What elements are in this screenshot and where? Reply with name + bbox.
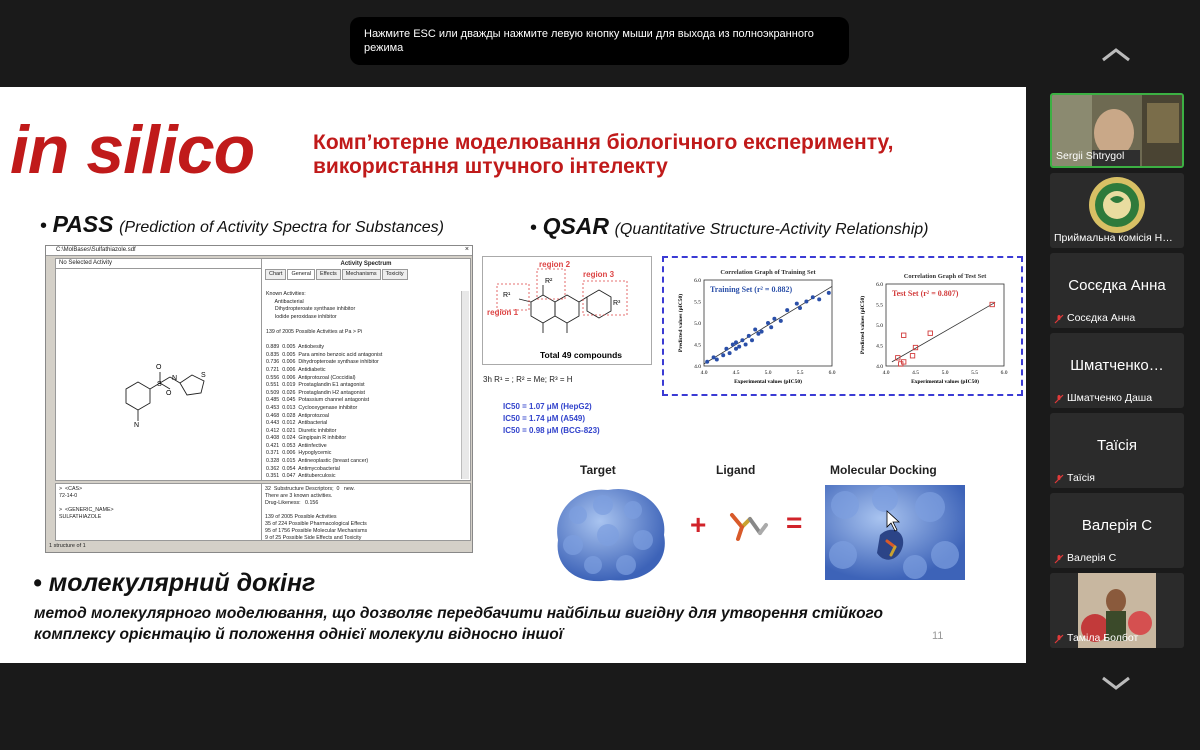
data-point	[795, 302, 799, 306]
y-axis-label: Predicted values (pIC50)	[860, 295, 866, 355]
chart-annotation: Training Set (r² = 0.882)	[710, 285, 793, 294]
compound-3h-formula: 3h R¹ = ; R² = Me; R³ = H	[483, 375, 573, 384]
ic50-a549: IC50 = 1.74 μM (A549)	[503, 414, 586, 423]
participant-tile-taisia[interactable]	[1050, 413, 1184, 488]
pass-program-window	[45, 245, 473, 553]
data-point	[728, 351, 732, 355]
ic50-values	[503, 401, 600, 437]
ic50-bcg823: IC50 = 0.98 μM (BCG-823)	[503, 426, 600, 435]
data-point	[798, 306, 802, 310]
regression-line	[892, 302, 995, 361]
svg-text:N: N	[134, 422, 140, 429]
x-tick-label: 5.0	[941, 370, 949, 376]
data-point	[740, 338, 744, 342]
data-point	[779, 319, 783, 323]
fullscreen-notice: Нажмите ESC или дважды нажмите левую кнопку мыши для выхода из полноэкранного режима	[350, 17, 849, 65]
data-point	[744, 343, 748, 347]
muted-mic-icon	[1054, 314, 1064, 324]
data-point	[785, 308, 789, 312]
data-point	[772, 317, 776, 321]
target-label: Target	[580, 463, 616, 477]
svg-text:S: S	[201, 372, 206, 379]
scaffold-drawing	[483, 257, 653, 366]
x-tick-label: 5.0	[764, 370, 772, 376]
chart-annotation: Test Set (r² = 0.807)	[892, 289, 959, 298]
participant-name: Валерія С	[1067, 552, 1117, 564]
qsar-scaffold-figure	[482, 256, 652, 365]
data-point	[750, 338, 754, 342]
x-tick-label: 4.0	[882, 370, 890, 376]
participant-name: Sergii Shtrygol	[1056, 150, 1125, 162]
participant-name: Сосєдка Анна	[1067, 312, 1136, 324]
docking-bullet: • молекулярний докінг	[33, 569, 316, 597]
data-point	[910, 354, 914, 358]
data-point	[811, 295, 815, 299]
x-tick-label: 6.0	[1000, 370, 1008, 376]
tab-mechanisms: Mechanisms	[342, 269, 381, 280]
muted-mic-icon	[1054, 634, 1064, 644]
prediction-summary: 32 Substructure Descriptors; 0 new. There are 3 known activities. Drug-Likeness: 0.156 139 of 2005 Possible Activities 35 of 224 Possible Pharmacological Effects 95 of 1756 Possible Molecular Mechanisms 9 of 25 Possible Side Effects and Toxicity	[261, 483, 471, 541]
participant-tile-sosedka[interactable]	[1050, 253, 1184, 328]
tab-toxicity: Toxicity	[382, 269, 408, 280]
qsar-charts-svg	[664, 258, 1021, 394]
y-tick-label: 5.5	[694, 299, 701, 306]
ligand-label: Ligand	[716, 463, 756, 477]
x-axis-label: Experimental values (pIC50)	[734, 379, 802, 385]
activity-spectrum-title: Activity Spectrum	[340, 261, 392, 267]
compound-info: > <CAS> 72-14-0 > <GENERIC_NAME> SULFATHIAZOLE	[55, 483, 263, 541]
participant-name: Таміла Болбот	[1067, 632, 1139, 644]
muted-mic-icon	[1054, 474, 1064, 484]
y-tick-label: 5.0	[694, 321, 701, 327]
svg-text:N: N	[172, 375, 178, 382]
region3-label: region 3	[583, 270, 615, 279]
tab-chart: Chart	[265, 269, 286, 280]
data-point	[760, 330, 764, 334]
participant-display-name: Шматченко…	[1070, 357, 1164, 374]
x-tick-label: 4.5	[912, 370, 919, 376]
x-tick-label: 6.0	[828, 370, 836, 376]
region1-label: region 1	[487, 308, 519, 317]
svg-text:O: O	[156, 364, 162, 371]
data-point	[804, 300, 808, 304]
activity-list: Known Activities: Antibacterial Dihydropteroate synthase inhibitor Iodide peroxidase inhibitor 139 of 2005 Possible Activities at Pa > Pi 0.889 0.005 Antiobesity 0.835 0.005 Para amino benzoic acid antagonist 0.736 0.006 Dihydropteroate synthase inhibitor 0.721 0.006 Antidiabetic 0.556 0.006 Antiprotozoal (Coccidial) 0.551 0.019 Prostaglandin E1 antagonist 0.509 0.026 Prostaglandin H2 antagonist 0.485 0.045 Potassium channel antagonist 0.453 0.013 Cyclooxygenase inhibitor 0.468 0.028 Antiprotozoal 0.443 0.012 Antibacterial 0.412 0.021 Diuretic inhibitor 0.408 0.024 Gingipain R inhibitor 0.421 0.053 Antiinfective 0.371 0.006 Hypoglycemic 0.328 0.015 Antineoplastic (breast cancer) 0.362 0.054 Antimycobacterial 0.351 0.047 Antituberculosic	[266, 291, 383, 479]
pass-tabs	[262, 269, 470, 280]
scroll-down-chevron-icon[interactable]	[1099, 672, 1133, 694]
chart-title: Correlation Graph of Training Set	[720, 269, 816, 276]
data-point	[827, 291, 831, 295]
y-tick-label: 4.5	[876, 343, 883, 350]
participant-name: Приймальна комісія Н…	[1054, 232, 1173, 244]
participant-name: Шматченко Даша	[1067, 392, 1153, 404]
subtitle-line-2: використання штучного інтелекту	[313, 155, 668, 178]
y-tick-label: 4.0	[876, 364, 883, 370]
data-point	[747, 334, 751, 338]
r2-label: R²	[545, 278, 553, 285]
tab-general: General	[287, 269, 315, 280]
slide-title: in silico	[10, 112, 255, 188]
participant-display-name: Сосєдка Анна	[1068, 277, 1166, 294]
y-axis-label: Predicted values (pIC50)	[678, 293, 684, 353]
activity-spectrum-panel	[261, 258, 471, 481]
docking-label: Molecular Docking	[830, 463, 937, 477]
chart-title: Correlation Graph of Test Set	[903, 273, 987, 280]
data-point	[753, 327, 757, 331]
activity-selector: No Selected Activity	[56, 259, 262, 269]
r3-label: R³	[613, 300, 621, 307]
svg-text:O: O	[166, 390, 172, 397]
pass-bullet-desc: (Prediction of Activity Spectra for Substances)	[119, 219, 444, 236]
structure-panel	[55, 258, 263, 481]
data-point	[705, 360, 709, 364]
participant-tile-tamila[interactable]	[1050, 573, 1184, 648]
shared-slide	[0, 87, 1026, 663]
muted-mic-icon	[1054, 554, 1064, 564]
data-point	[902, 333, 906, 337]
pass-bullet: • PASS (Prediction of Activity Spectra for Substances)	[40, 211, 444, 237]
data-point	[724, 347, 728, 351]
participant-tile-sergii[interactable]	[1050, 93, 1184, 168]
docking-complex-image	[825, 485, 965, 580]
subtitle-line-1: Комп’ютерне моделювання біологічного експерименту,	[313, 131, 894, 154]
activity-scrollbar	[461, 291, 469, 479]
docking-description: метод молекулярного моделювання, що дозволяє передбачити найбільш вигідну для утворення стійкого комплексу орієнтацію й положення однієї молекули відносно іншої	[34, 605, 883, 643]
pass-window-title: C:\MolBases\Sulfathiazole.sdf	[46, 246, 472, 256]
svg-text:S: S	[157, 381, 162, 388]
close-icon: ×	[464, 246, 469, 253]
x-tick-label: 4.5	[732, 370, 740, 376]
y-tick-label: 4.0	[694, 364, 701, 370]
ic50-hepg2: IC50 = 1.07 μM (HepG2)	[503, 402, 592, 411]
x-tick-label: 5.5	[796, 370, 804, 376]
slide-subtitle	[313, 131, 893, 179]
qsar-bullet: • QSAR (Quantitative Structure-Activity Relationship)	[530, 213, 929, 239]
equals-sign: =	[786, 507, 803, 538]
participant-tile-admissions[interactable]	[1050, 173, 1184, 248]
participant-display-name: Валерія С	[1081, 517, 1153, 534]
region2-label: region 2	[539, 260, 571, 269]
y-tick-label: 6.0	[876, 282, 883, 288]
x-tick-label: 5.5	[971, 370, 978, 376]
tab-effects: Effects	[316, 269, 341, 280]
sulfathiazole-structure	[56, 269, 262, 469]
participant-tile-shmatchenko[interactable]	[1050, 333, 1184, 408]
participant-tile-valeria[interactable]	[1050, 493, 1184, 568]
data-point	[769, 325, 773, 329]
participant-display-name: Таїсія	[1097, 437, 1137, 454]
y-tick-label: 5.5	[876, 302, 883, 309]
plus-sign: +	[690, 509, 707, 540]
pass-status-bar: 1 structure of 1	[49, 543, 86, 549]
qsar-correlation-charts	[662, 256, 1023, 396]
y-tick-label: 4.5	[694, 342, 701, 349]
y-tick-label: 5.0	[876, 323, 883, 329]
data-point	[715, 358, 719, 362]
scroll-up-chevron-icon[interactable]	[1099, 44, 1133, 66]
data-point	[721, 353, 725, 357]
qsar-bullet-desc: (Quantitative Structure-Activity Relationship)	[614, 221, 929, 238]
qsar-bullet-title: QSAR	[542, 213, 610, 239]
x-tick-label: 4.0	[700, 370, 708, 376]
data-point	[928, 331, 932, 335]
pass-bullet-title: PASS	[52, 211, 114, 237]
x-axis-label: Experimental values (pIC50)	[911, 379, 979, 385]
total-compounds: Total 49 compounds	[540, 350, 623, 360]
muted-mic-icon	[1054, 394, 1064, 404]
target-protein-image	[548, 480, 673, 588]
ligand-molecule-image	[724, 505, 772, 547]
data-point	[737, 345, 741, 349]
r1-label: R¹	[503, 292, 511, 299]
data-point	[817, 297, 821, 301]
data-point	[734, 340, 738, 344]
slide-page-number: 11	[932, 630, 944, 642]
y-tick-label: 6.0	[694, 278, 701, 284]
participant-name: Таїсія	[1067, 472, 1095, 484]
data-point	[766, 321, 770, 325]
